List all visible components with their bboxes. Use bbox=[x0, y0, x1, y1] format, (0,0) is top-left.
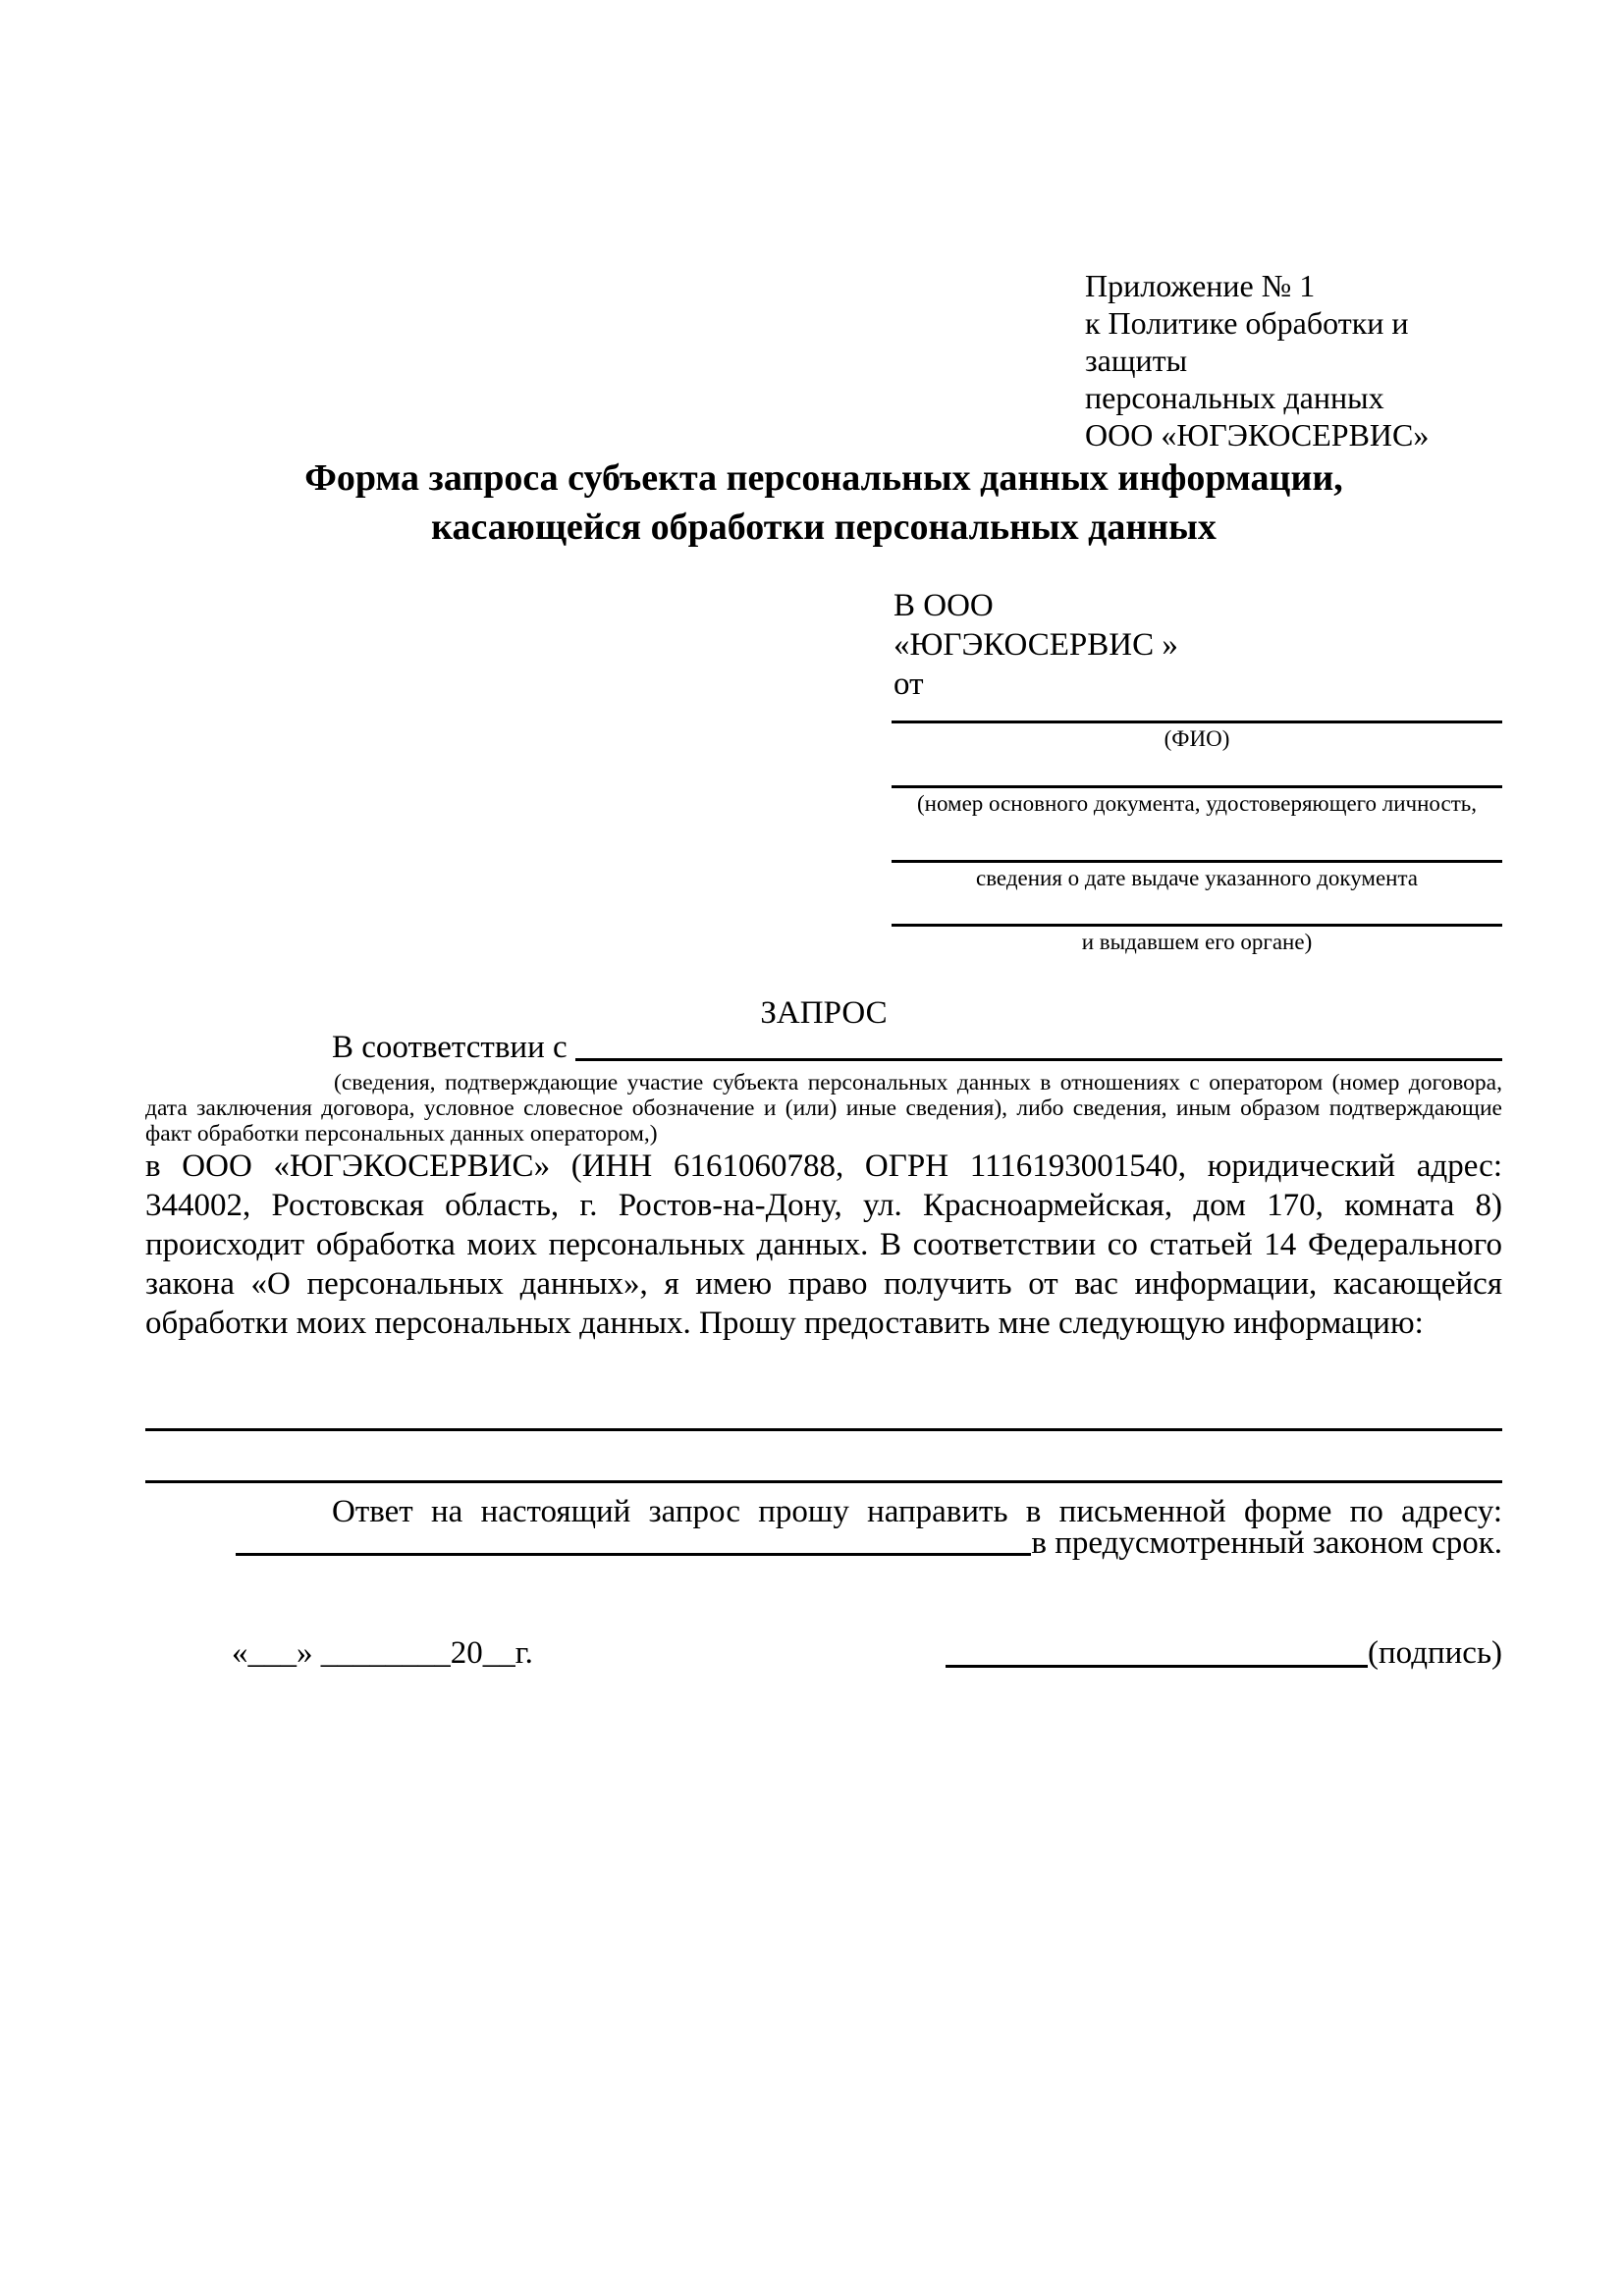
appendix-line-3: персональных данных bbox=[1085, 380, 1384, 415]
fio-field-line bbox=[892, 721, 1502, 723]
signature-blank-line bbox=[946, 1665, 1368, 1668]
addressee-line-3: от bbox=[893, 667, 924, 702]
accordance-row bbox=[145, 1029, 1502, 1066]
request-heading: ЗАПРОС bbox=[760, 995, 888, 1031]
document-title-line-1: Форма запроса субъекта персональных данных информации, bbox=[304, 457, 1343, 499]
doc-issue-date-field-line bbox=[892, 860, 1502, 863]
document-title bbox=[145, 454, 1502, 552]
reply-address-blank-line bbox=[236, 1553, 1031, 1556]
doc-issue-date-field-caption: сведения о дате выдаче указанного документа bbox=[975, 866, 1419, 890]
blank-rule-line-2 bbox=[145, 1480, 1502, 1483]
reply-request-text: Ответ на настоящий запрос прошу направить в письменной форме по адресу: bbox=[332, 1494, 1502, 1529]
accordance-blank-line bbox=[575, 1058, 1502, 1061]
signature-caption: (подпись) bbox=[1368, 1635, 1502, 1671]
blank-rule-line-1 bbox=[145, 1428, 1502, 1431]
addressee-line-2: «ЮГЭКОСЕРВИС » bbox=[893, 627, 1178, 663]
doc-number-field-caption: (номер основного документа, удостоверяющего личность, bbox=[916, 791, 1477, 816]
addressee-block bbox=[893, 586, 1504, 704]
footer-row bbox=[145, 1629, 1502, 1673]
doc-issuer-field-caption: и выдавшем его органе) bbox=[1081, 930, 1313, 954]
request-body-text: в ООО «ЮГЭКОСЕРВИС» (ИНН 6161060788, ОГРН 1116193001540, юридический адрес: 344002, Ростовская область, г. Ростов-на-Дону, ул. Красноармейская, дом 170, комната 8) происходит обработка моих персональных данных. В соответствии со статьей 14 Федерального закона «О персональных данных», я имею право получить от вас информации, касающейся обработки моих персональных данных. Прошу предоставить мне следующую информацию: bbox=[145, 1148, 1502, 1341]
appendix-block bbox=[1085, 267, 1517, 454]
appendix-line-2: к Политике обработки и защиты bbox=[1085, 305, 1409, 378]
date-blank-field: «___» ________20__г. bbox=[232, 1635, 533, 1671]
doc-issuer-field-line bbox=[892, 924, 1502, 927]
doc-number-field-line bbox=[892, 785, 1502, 788]
appendix-line-1: Приложение № 1 bbox=[1085, 268, 1316, 303]
accordance-lead-text: В соответствии с bbox=[332, 1030, 575, 1065]
fio-field-caption: (ФИО) bbox=[1164, 726, 1230, 751]
addressee-line-1: В ООО bbox=[893, 588, 994, 623]
reply-term-text: в предусмотренный законом срок. bbox=[1031, 1525, 1502, 1561]
accordance-note-text: (сведения, подтверждающие участие субъекта персональных данных в отношениях с оператором (номер договора, дата заключения договора, условное словесное обозначение и (или) иные сведения), либо сведения, иным образом подтверждающие факт обработки персональных данных оператором,) bbox=[145, 1070, 1502, 1147]
reply-address-row bbox=[145, 1525, 1502, 1561]
signature-group bbox=[946, 1633, 1502, 1673]
document-title-line-2: касающейся обработки персональных данных bbox=[431, 507, 1217, 548]
appendix-line-4: ООО «ЮГЭКОСЕРВИС» bbox=[1085, 417, 1430, 453]
